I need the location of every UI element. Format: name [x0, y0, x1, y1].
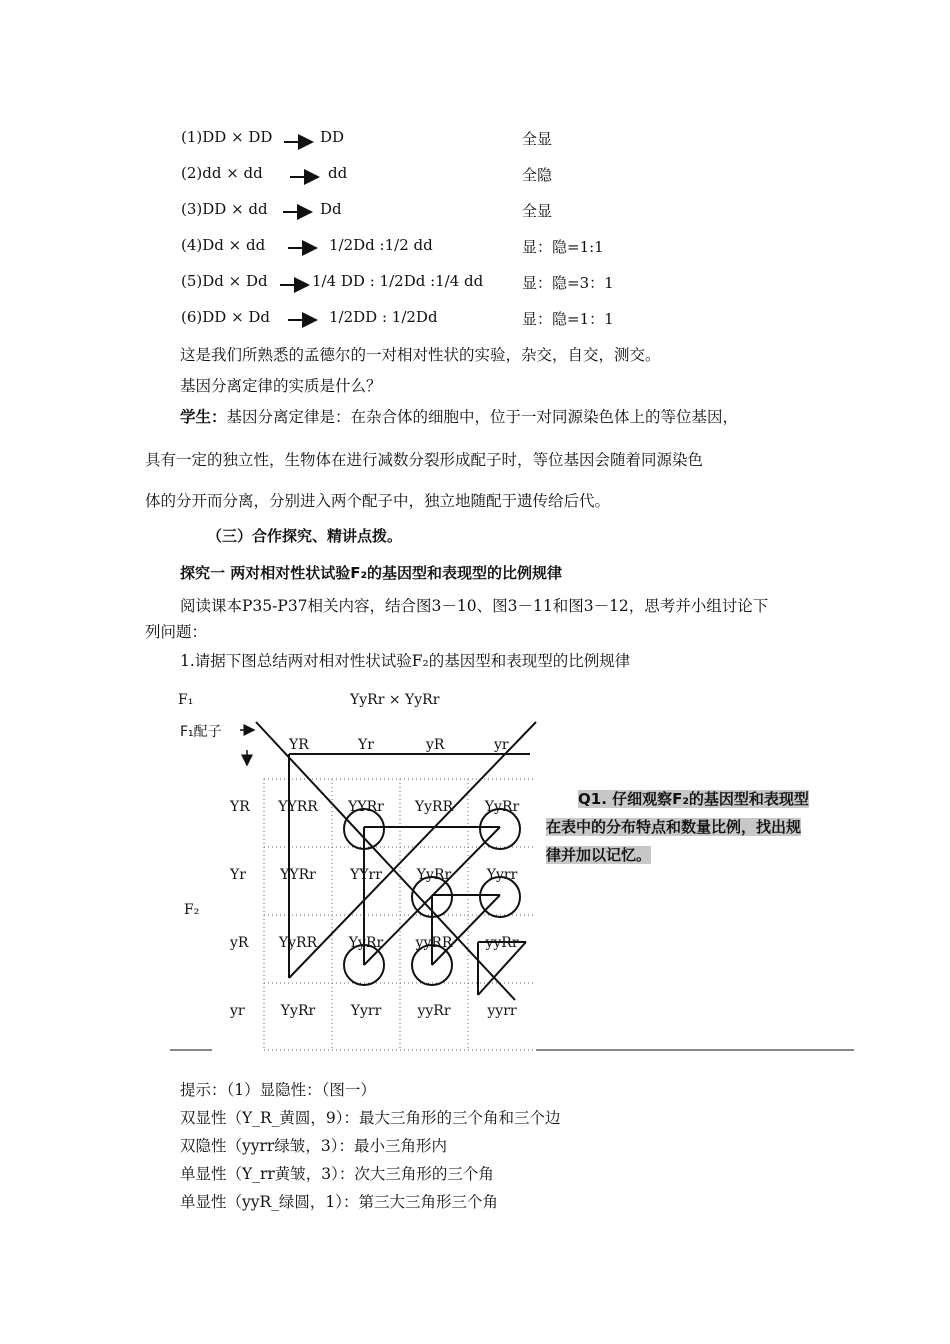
hint-line: 双显性（Y_R_黄圆，9）：最大三角形的三个角和三个边 [180, 1109, 561, 1127]
cross-result: dd [328, 164, 348, 182]
grid-cell: YYRr [280, 867, 316, 883]
cross-phenotype: 全显 [522, 202, 553, 220]
q1-line1: Q1. 仔细观察F₂的基因型和表现型 [578, 790, 809, 808]
grid-cell: YyRR [278, 935, 318, 951]
f1-cross: YyRr × YyRr [350, 692, 440, 708]
gamete-label: F₁配子 [180, 724, 222, 740]
grid-cell: yyRR [415, 935, 453, 951]
q1-line2: 在表中的分布特点和数量比例，找出规 [546, 818, 802, 836]
task-line: 1.请据下图总结两对相对性状试验F₂的基因型和表现型的比例规律 [180, 652, 631, 670]
grid-cell: YyRr [484, 799, 520, 815]
row-header: YR [230, 799, 250, 815]
grid-cell: YyRr [348, 935, 384, 951]
cross-phenotype: 显：隐=1：1 [522, 310, 614, 328]
cross-result: 1/4 DD : 1/2Dd :1/4 dd [312, 272, 484, 290]
grid-cell: YyRr [416, 867, 452, 883]
cross-result: 1/2DD : 1/2Dd [329, 308, 438, 326]
triangle-lines [256, 722, 536, 1000]
student-answer-line3: 体的分开而分离，分别进入两个配子中，独立地随配于遗传给后代。 [145, 492, 611, 510]
f1-label: F₁ [178, 692, 194, 708]
grid-cell: YYRR [278, 799, 318, 815]
hint-line: 双隐性（yyrr绿皱，3）：最小三角形内 [180, 1137, 447, 1155]
cross-expression: (1)DD × DD [181, 128, 273, 146]
grid-cell: YyRR [414, 799, 454, 815]
student-answer-line2: 具有一定的独立性，生物体在进行减数分裂形成配子时，等位基因会随着同源染色 [145, 451, 704, 469]
grid-lines [264, 779, 536, 1050]
reading-line1: 阅读课本P35-P37相关内容，结合图3－10、图3－11和图3－12，思考并小组讨论下 [180, 597, 769, 615]
cross-expression: (2)dd × dd [181, 164, 263, 182]
row-header: yR [230, 935, 249, 951]
hint-line: 单显性（Y_rr黄皱，3）：次大三角形的三个角 [180, 1165, 494, 1183]
cross-expression: (5)Dd × Dd [181, 272, 268, 290]
grid-cell: YYRr [348, 799, 384, 815]
cross-expression: (3)DD × dd [181, 200, 268, 218]
cross-result: DD [320, 128, 345, 146]
question-line: 基因分离定律的实质是什么？ [180, 377, 382, 395]
reading-line2: 列问题： [145, 623, 208, 641]
cross-expression: (4)Dd × dd [181, 236, 266, 254]
cross-phenotype: 全隐 [522, 166, 553, 184]
hint-line: 单显性（yyR_绿圆，1）：第三大三角形三个角 [180, 1193, 499, 1211]
explore-title: 探究一 两对相对性状试验F₂的基因型和表现型的比例规律 [180, 564, 563, 582]
grid-cell: Yyrr [350, 1003, 382, 1019]
grid-cell: yyRr [417, 1003, 451, 1019]
row-header: yr [230, 1003, 245, 1019]
cross-result: Dd [320, 200, 342, 218]
grid-cell: Yyrr [486, 867, 518, 883]
cross-phenotype: 全显 [522, 130, 553, 148]
grid-cell: yyRr [485, 935, 519, 951]
col-header: yR [426, 737, 445, 753]
intro-line: 这是我们所熟悉的孟德尔的一对相对性状的实验，杂交，自交，测交。 [180, 346, 661, 364]
grid-cell: YyRr [280, 1003, 316, 1019]
q1-line3: 律并加以记忆。 [546, 846, 652, 864]
f2-label: F₂ [184, 902, 200, 918]
hint-title: 提示：（1）显隐性：（图一） [180, 1081, 376, 1099]
cross-expression: (6)DD × Dd [181, 308, 271, 326]
cross-result: 1/2Dd :1/2 dd [329, 236, 433, 254]
col-header: YR [289, 737, 309, 753]
row-header: Yr [230, 867, 246, 883]
student-label: 学生： [180, 408, 227, 426]
q1-question [546, 785, 809, 869]
grid-cell: YYrr [350, 867, 382, 883]
student-text: 基因分离定律是：在杂合体的细胞中，位于一对同源染色体上的等位基因， [226, 408, 739, 426]
section-title: （三）合作探究、精讲点拨。 [207, 527, 403, 545]
cross-phenotype: 显：隐=3：1 [522, 274, 614, 292]
grid-cell: yyrr [487, 1003, 517, 1019]
col-header: Yr [358, 737, 374, 753]
col-header: yr [494, 737, 509, 753]
cross-phenotype: 显：隐=1:1 [522, 238, 604, 256]
